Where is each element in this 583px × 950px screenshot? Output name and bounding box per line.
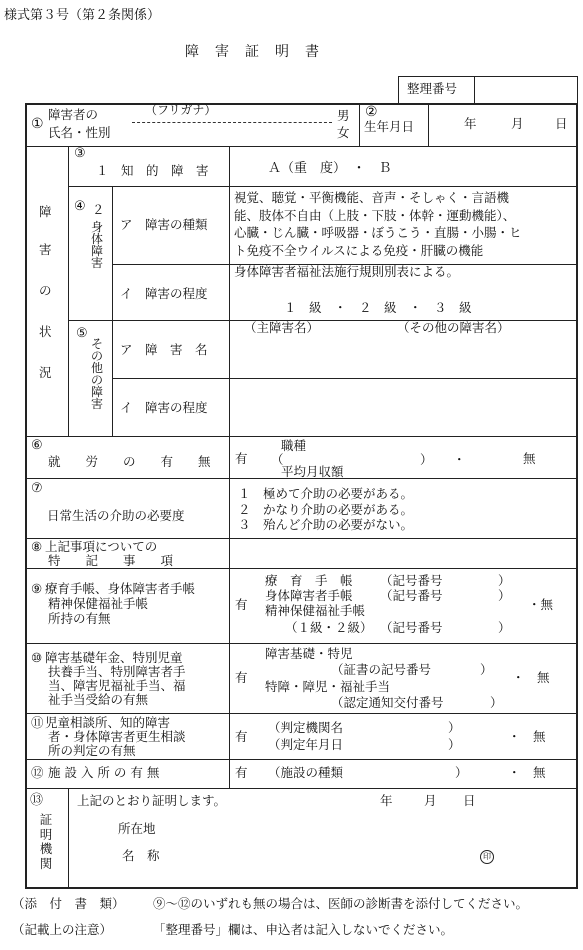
shuro-number: ⑥	[31, 438, 43, 453]
shuro-dot: ・	[453, 452, 466, 467]
sodan-kikan: （判定機関名	[268, 720, 344, 735]
sonota-i-label: イ 障害の程度	[120, 400, 208, 415]
shomei-month: 月	[424, 793, 437, 808]
shuro-heikin: 平均月収額	[281, 464, 344, 479]
sodan-label-1: 児童相談所、知的障害	[45, 715, 171, 730]
sonota-number: ⑤	[76, 326, 88, 341]
shintai-vertical-label: 身 体 障 害	[90, 220, 103, 270]
nenkin-tokusho: 特障・障児・福祉手当	[265, 679, 391, 694]
sodan-ari[interactable]: 有	[235, 729, 248, 744]
shuro-shokushu: 職種	[281, 438, 307, 453]
sodan-date: （判定年月日	[268, 737, 344, 752]
chiteki-label: １ 知 的 障 害	[96, 163, 209, 178]
sex-male[interactable]: 男	[337, 108, 350, 123]
sonota-a-label: ア 障 害 名	[120, 342, 208, 357]
shomei-name-input[interactable]	[170, 846, 470, 868]
nenkin-shosho: （証書の記号番号	[331, 662, 432, 677]
chui-text: 「整理番号」欄は、申込者は記入しないでください。	[153, 922, 454, 937]
sonota-main-label: （主障害名）	[244, 320, 320, 335]
name-label-2: 氏名・性別	[48, 125, 111, 140]
sonota-name-input[interactable]	[232, 338, 574, 376]
techo-kigou-3: （記号番号	[380, 620, 443, 635]
shomei-name-label: 名 称	[122, 848, 160, 863]
nenkin-rparen-2: ）	[490, 695, 503, 710]
sodan-rparen-2: ）	[448, 737, 461, 752]
tokki-label-2: 特 記 事 項	[48, 553, 174, 568]
techo-number: ⑨	[31, 581, 43, 596]
shisetsu-rparen: ）	[455, 765, 468, 780]
chui-label: （記載上の注意）	[12, 922, 113, 937]
form-number: 様式第３号（第２条関係）	[4, 8, 161, 23]
name-label-1: 障害者の	[48, 107, 99, 122]
status-char-3: 状	[39, 324, 52, 339]
techo-rparen-1: ）	[498, 573, 511, 588]
sonota-other-label: （その他の障害名）	[397, 320, 510, 335]
row1-number: ①	[31, 116, 44, 132]
nenkin-nashi[interactable]: ・ 無	[512, 670, 550, 685]
tokki-input[interactable]	[232, 540, 574, 566]
shintai-i-label: イ 障害の程度	[120, 286, 208, 301]
shomei-year: 年	[380, 793, 393, 808]
furigana-label: （フリガナ）	[145, 103, 217, 117]
techo-ryoiku: 療 育 手 帳	[265, 573, 353, 588]
tokki-label-1: 上記事項についての	[45, 539, 158, 554]
sodan-nashi[interactable]: ・ 無	[508, 729, 546, 744]
sex-female[interactable]: 女	[337, 125, 350, 140]
name-input-area[interactable]	[134, 122, 332, 144]
birth-year: 年	[464, 116, 477, 131]
birth-month: 月	[511, 116, 524, 131]
seiri-label: 整理番号	[407, 81, 458, 96]
nenkin-label-2: 扶養手当、特別障害者手	[48, 664, 186, 679]
shomei-text: 上記のとおり証明します。	[77, 793, 227, 808]
techo-label-3: 所持の有無	[48, 611, 111, 626]
chiteki-value[interactable]: Ａ（重 度） ・ Ｂ	[268, 161, 392, 176]
sodan-label-2: 者・身体障害者更生相談	[48, 729, 186, 744]
seal-icon: 印	[480, 850, 494, 864]
techo-grade: （１級・２級）	[285, 620, 373, 635]
shomei-number: ⑬	[30, 793, 44, 808]
shintai-number: ④	[74, 199, 86, 214]
nenkin-kiso: 障害基礎・特児	[265, 646, 353, 661]
tenpu-label: （添 付 書 類）	[12, 896, 125, 911]
status-char-4: 況	[39, 365, 52, 380]
shuro-label: 就 労 の 有 無	[48, 454, 211, 469]
shisetsu-kind: （施設の種類	[268, 765, 344, 780]
techo-label-2: 精神保健福祉手帳	[48, 596, 149, 611]
sodan-number: ⑪	[31, 715, 44, 730]
shomei-vertical-label: 証 明 機 関	[39, 812, 53, 871]
kaijo-options[interactable]: １ 極めて介助の必要がある。 ２ かなり介助の必要がある。 ３ 殆んど介助の必要がない。	[238, 486, 414, 532]
tenpu-text: ⑨～⑫のいずれも無の場合は、医師の診断書を添付してください。	[153, 896, 529, 911]
chiteki-number: ③	[74, 146, 86, 161]
sodan-rparen-1: ）	[448, 720, 461, 735]
shintai-a-label: ア 障害の種類	[120, 217, 208, 232]
shisetsu-label: 施 設 入 所 の 有 無	[48, 765, 160, 780]
shuro-lparen: （	[271, 452, 284, 467]
techo-rparen-3: ）	[498, 620, 511, 635]
status-char-1: 害	[39, 242, 52, 257]
nenkin-ari[interactable]: 有	[235, 670, 248, 685]
nenkin-number: ⑩	[31, 650, 43, 665]
shuro-ari[interactable]: 有	[235, 451, 248, 466]
shisetsu-nashi[interactable]: ・ 無	[508, 765, 546, 780]
shisetsu-ari[interactable]: 有	[235, 765, 248, 780]
nenkin-nintei: （認定通知交付番号	[331, 695, 444, 710]
shomei-address-label: 所在地	[118, 821, 156, 836]
techo-rparen-2: ）	[498, 588, 511, 603]
shuro-rparen: ）	[420, 452, 433, 467]
techo-nashi[interactable]: ・無	[528, 597, 554, 612]
techo-shintai: 身体障害者手帳	[265, 588, 353, 603]
shintai-grade[interactable]: １ 級 ・ ２ 級 ・ ３ 級	[284, 300, 472, 315]
sodan-label-3: 所の判定の有無	[48, 743, 136, 758]
kaijo-label: 日常生活の介助の必要度	[47, 508, 185, 523]
shomei-day: 日	[463, 793, 476, 808]
techo-kigou-1: （記号番号	[380, 573, 443, 588]
nenkin-label-4: 祉手当受給の有無	[48, 692, 149, 707]
tokki-number: ⑧	[31, 539, 43, 554]
techo-seishin: 精神保健福祉手帳	[265, 603, 366, 618]
techo-ari[interactable]: 有	[235, 597, 248, 612]
birth-day: 日	[555, 116, 568, 131]
techo-label-1: 療育手帳、身体障害者手帳	[45, 581, 196, 596]
techo-kigou-2: （記号番号	[380, 588, 443, 603]
shomei-address-input[interactable]	[158, 820, 558, 842]
status-char-2: の	[39, 283, 52, 298]
shintai-types[interactable]: 視覚、聴覚・平衡機能、音声・そしゃく・言語機 能、肢体不自由（上肢・下肢・体幹・運動機能）、 心臓・じん臓・呼吸器・ぼうこう・直腸・小腸・ヒ ト免疫不全ウイルスによる免疫・肝臓の機能	[234, 190, 522, 258]
document-title: 障 害 証 明 書	[185, 44, 320, 60]
status-char-0: 障	[39, 204, 52, 219]
shintai-i-line1: 身体障害者福祉法施行規則別表による。	[234, 264, 460, 279]
sonota-degree-input[interactable]	[232, 380, 574, 434]
row2-number: ②	[365, 104, 378, 120]
birth-label: 生年月日	[364, 119, 415, 134]
nenkin-rparen-1: ）	[480, 662, 493, 677]
nenkin-label-3: 当、障害児福祉手当、福	[48, 678, 186, 693]
shintai-n2: ２	[92, 202, 105, 217]
nenkin-label-1: 障害基礎年金、特別児童	[45, 650, 183, 665]
shuro-nashi[interactable]: 無	[523, 451, 536, 466]
kaijo-number: ⑦	[31, 481, 43, 496]
sonota-vertical-label: そ の 他 の 障 害	[90, 337, 103, 411]
shisetsu-number: ⑫	[31, 765, 44, 780]
